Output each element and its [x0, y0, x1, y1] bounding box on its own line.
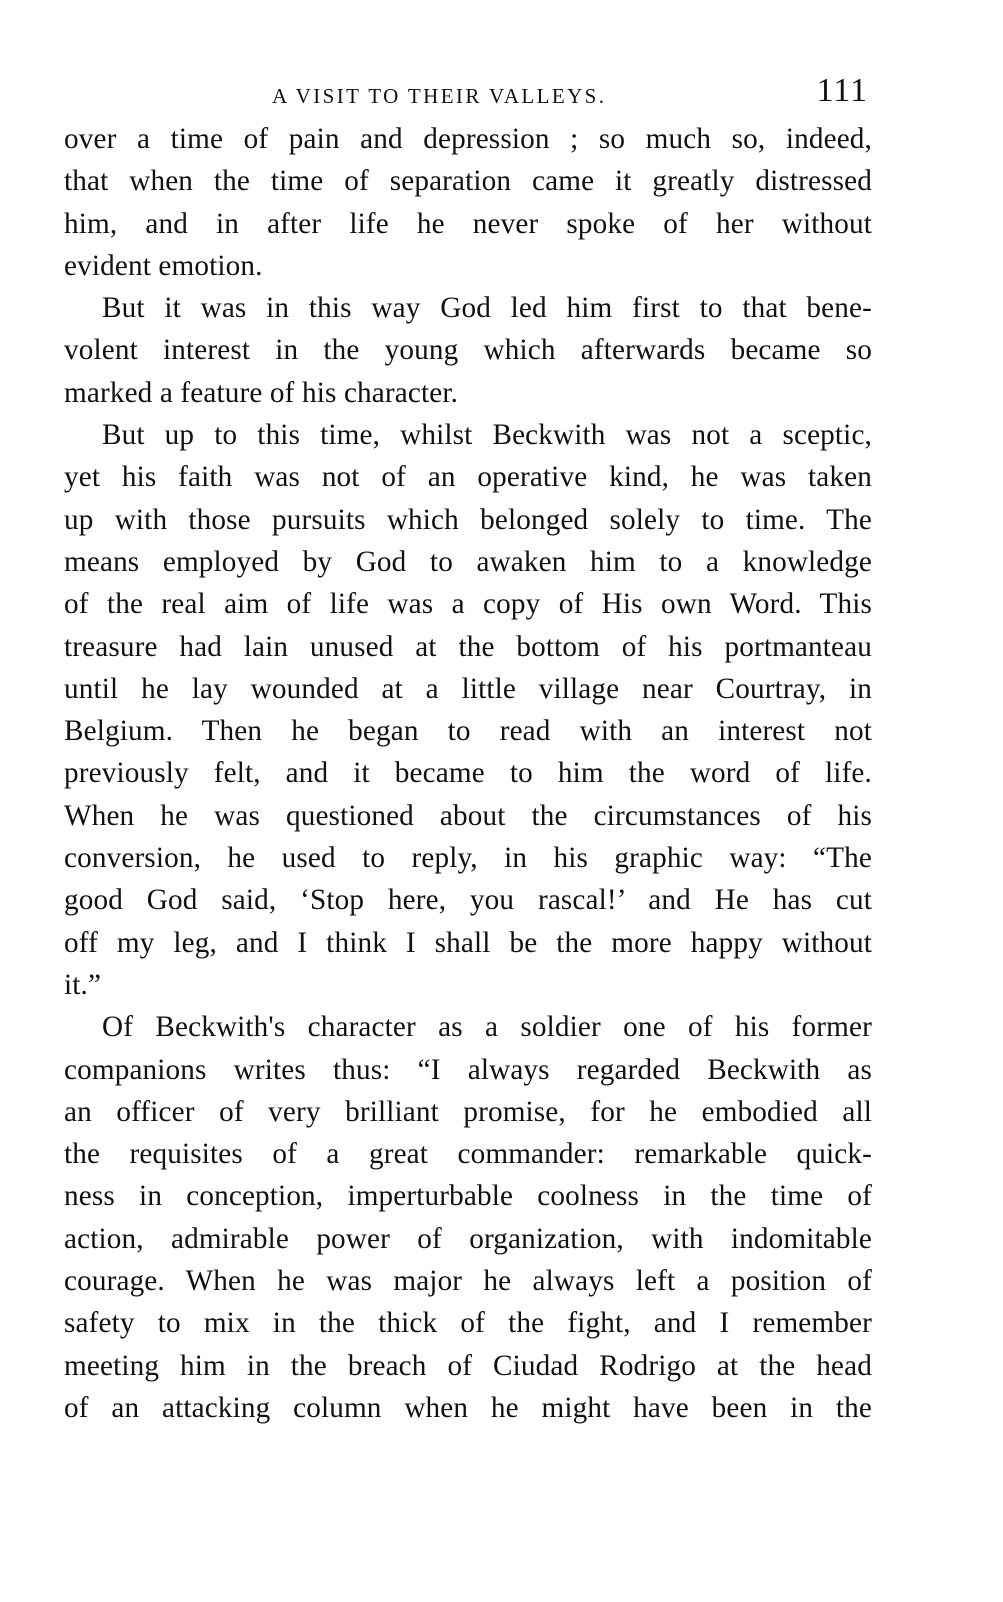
text-line: the requisites of a great commander: remarkable quick-	[64, 1138, 872, 1171]
text-line: evident emotion.	[64, 249, 263, 282]
body-text	[64, 118, 872, 1429]
text-line: good God said, ‘Stop here, you rascal!’ and He has cut	[64, 884, 872, 917]
text-line: off my leg, and I think I shall be the more happy without	[64, 926, 872, 959]
paragraph-1	[64, 118, 872, 287]
text-line: yet his faith was not of an operative kind, he was taken	[64, 461, 872, 494]
text-line: marked a feature of his character.	[64, 376, 459, 409]
text-line: meeting him in the breach of Ciudad Rodrigo at the head	[64, 1349, 872, 1382]
book-page	[64, 66, 872, 1429]
text-line: of the real aim of life was a copy of His own Word. This	[64, 588, 872, 621]
text-line: up with those pursuits which belonged solely to time. The	[64, 503, 872, 536]
text-line: it.”	[64, 968, 102, 1001]
paragraph-3	[64, 414, 872, 1006]
text-line: that when the time of separation came it greatly distressed	[64, 165, 872, 198]
running-head	[64, 66, 872, 118]
text-line: Of Beckwith's character as a soldier one of his former	[102, 1011, 872, 1044]
text-line: previously felt, and it became to him the word of life.	[64, 757, 872, 790]
text-line: conversion, he used to reply, in his graphic way: “The	[64, 842, 872, 875]
text-line: action, admirable power of organization, with indomitable	[64, 1222, 872, 1255]
running-title: A VISIT TO THEIR VALLEYS.	[272, 84, 607, 108]
text-line: him, and in after life he never spoke of her without	[64, 207, 872, 240]
text-line: safety to mix in the thick of the fight, and I remember	[64, 1307, 872, 1340]
text-line: means employed by God to awaken him to a knowledge	[64, 545, 872, 578]
text-line: over a time of pain and depression ; so much so, indeed,	[64, 123, 872, 155]
paragraph-2	[64, 287, 872, 414]
text-line: When he was questioned about the circumstances of his	[64, 799, 872, 832]
text-line: Belgium. Then he began to read with an interest not	[64, 715, 872, 748]
text-line: But up to this time, whilst Beckwith was not a sceptic,	[102, 419, 872, 452]
text-line: volent interest in the young which afterwards became so	[64, 334, 872, 367]
text-line: courage. When he was major he always left a position of	[64, 1265, 872, 1298]
page-number: 111	[816, 72, 868, 109]
text-line: companions writes thus: “I always regarded Beckwith as	[64, 1053, 872, 1086]
text-line: ness in conception, imperturbable coolness in the time of	[64, 1180, 872, 1213]
text-line: until he lay wounded at a little village near Courtray, in	[64, 672, 872, 705]
text-line: of an attacking column when he might have been in the	[64, 1391, 872, 1424]
paragraph-4	[64, 1006, 872, 1429]
text-line: But it was in this way God led him first to that bene-	[102, 292, 872, 325]
text-line: an officer of very brilliant promise, for he embodied all	[64, 1095, 872, 1128]
text-line: treasure had lain unused at the bottom of his portmanteau	[64, 630, 872, 663]
